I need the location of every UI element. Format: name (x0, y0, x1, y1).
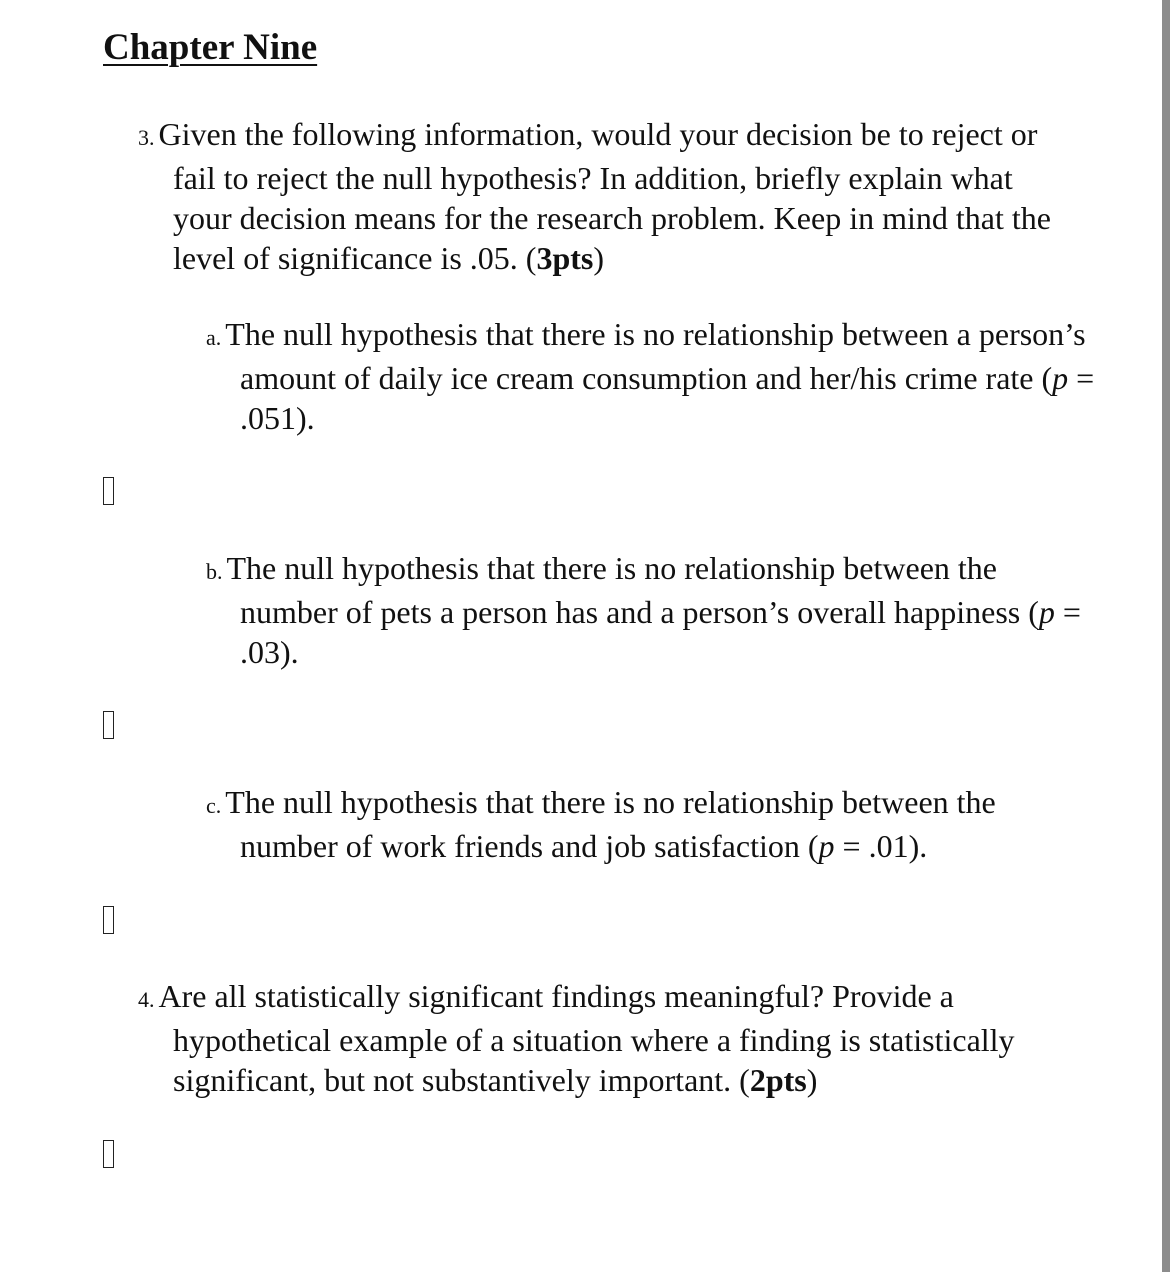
question-4-text: Are all statistically significant findings meaningful? Provide a hypothetical example of a situation where a finding is statistically significant, but not substantively important. ( (158, 978, 1015, 1098)
question-3a (206, 314, 1100, 438)
question-3b-text: The null hypothesis that there is no relationship between the number of pets a person has and a person’s overall happiness ( (226, 550, 1039, 630)
question-3a-letter: a. (206, 325, 222, 350)
question-4-points: 2pts (749, 1062, 807, 1098)
question-3c (206, 782, 1100, 866)
question-3-number: 3. (138, 125, 155, 150)
answer-box-3b (103, 711, 114, 739)
question-3a-value: = .051). (240, 360, 1095, 436)
question-3-text: Given the following information, would your decision be to reject or fail to reject the null hypothesis? In addition, briefly explain what your decision means for the research problem. Keep in mind that the level of significance is .05. ( (158, 116, 1051, 276)
question-3b-p: p (1038, 594, 1055, 630)
question-3-close: ) (593, 240, 604, 276)
chapter-title: Chapter Nine (103, 27, 318, 68)
question-3c-text: The null hypothesis that there is no relationship between the number of work friends and job satisfaction ( (225, 784, 996, 864)
question-3-points: 3pts (536, 240, 594, 276)
question-3a-text: The null hypothesis that there is no relationship between a person’s amount of daily ice cream consumption and her/his crime rate ( (225, 316, 1086, 396)
answer-box-4 (103, 1140, 114, 1168)
answer-box-3a (103, 477, 114, 505)
question-4-number: 4. (138, 987, 155, 1012)
question-4-close: ) (806, 1062, 818, 1098)
question-3b (206, 548, 1100, 672)
question-3a-p: p (1052, 360, 1069, 396)
question-3b-letter: b. (206, 559, 223, 584)
answer-box-3c (103, 906, 114, 934)
question-3 (138, 114, 1073, 278)
question-3b-value: = .03). (240, 594, 1081, 670)
question-4 (138, 976, 1073, 1100)
question-3c-value: = .01). (834, 828, 928, 864)
question-3c-letter: c. (206, 793, 222, 818)
question-3c-p: p (818, 828, 835, 864)
page-right-border (1162, 0, 1170, 1272)
